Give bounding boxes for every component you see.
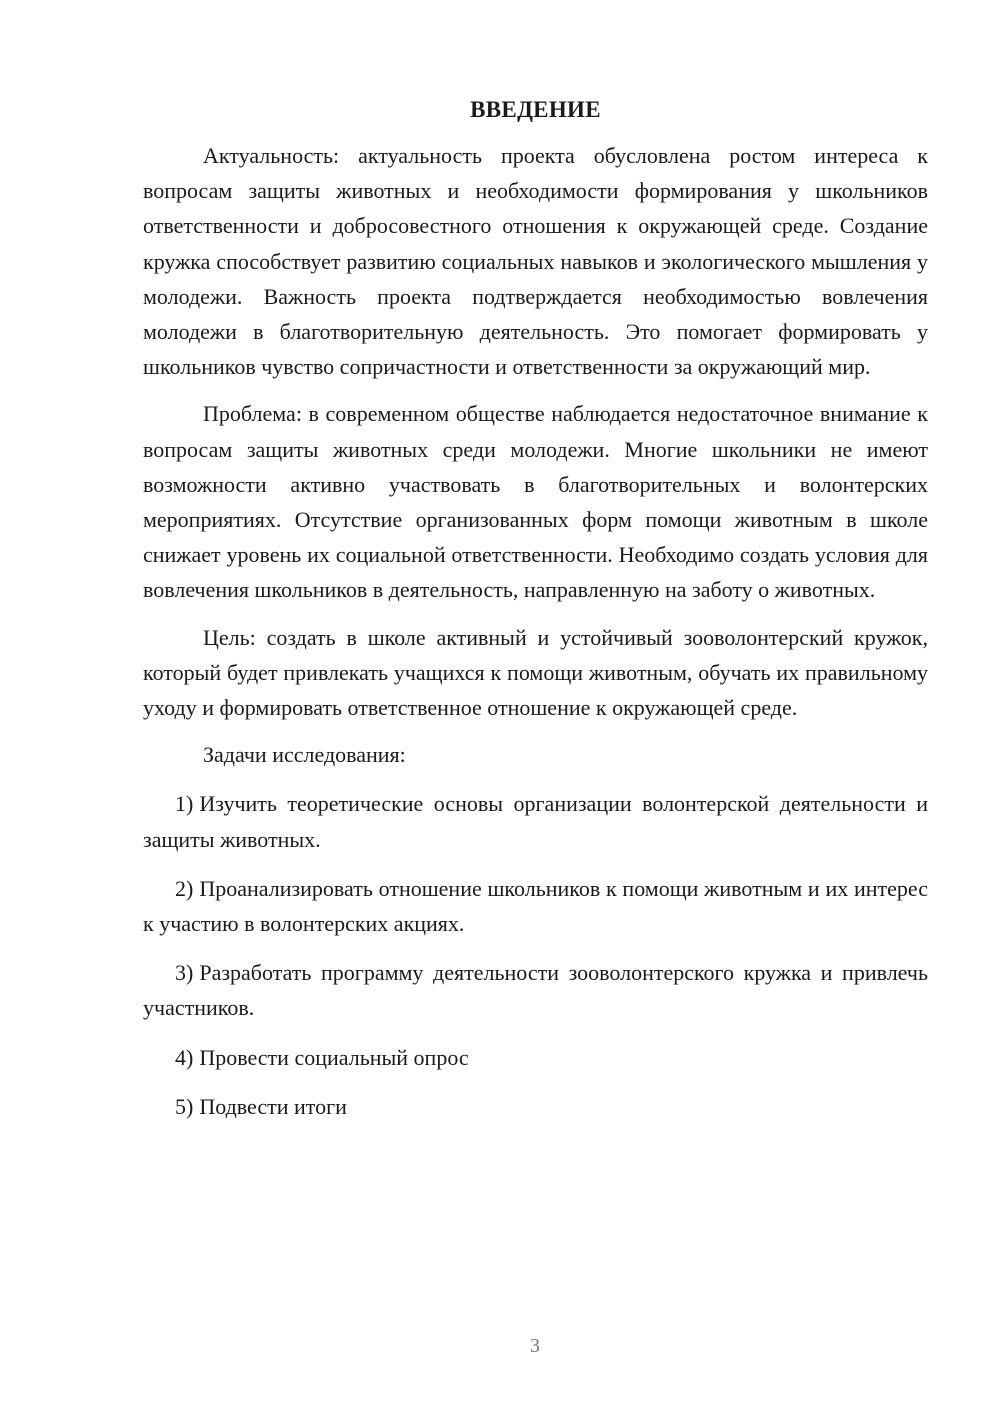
task-text: Изучить теоретические основы организации волонтерской деятельности и защиты животных.: [143, 791, 928, 852]
task-number: 5): [175, 1093, 194, 1119]
task-text: Провести социальный опрос: [199, 1044, 469, 1070]
task-number: 1): [175, 791, 194, 817]
task-item: [143, 871, 928, 941]
task-item: [143, 955, 928, 1025]
task-item: [143, 1040, 928, 1075]
task-number: 3): [175, 960, 194, 986]
problem-paragraph: Проблема: в современном обществе наблюдается недостаточное внимание к вопросам защиты животных среди молодежи. Многие школьники не имеют возможности активно участвовать в благотворительных и волонтерских мероприятиях. Отсутствие организованных форм помощи животным в школе снижает уровень их социальной ответственности. Необходимо создать условия для вовлечения школьников в деятельность, направленную на заботу о животных.: [143, 401, 928, 603]
goal-paragraph: Цель: создать в школе активный и устойчивый зооволонтерский кружок, который будет привлекать учащихся к помощи животным, обучать их правильному уходу и формировать ответственное отношение к окружающей среде.: [143, 624, 928, 721]
task-item: [143, 1089, 928, 1124]
task-number: 2): [175, 875, 194, 901]
relevance-paragraph: Актуальность: актуальность проекта обусловлена ростом интереса к вопросам защиты животных и необходимости формирования у школьников ответственности и добросовестного отношения к окружающей среде. Создание кружка способствует развитию социальных навыков и экологического мышления у молодежи. Важность проекта подтверждается необходимостью вовлечения молодежи в благотворительную деятельность. Это помогает формировать у школьников чувство сопричастности и ответственности за окружающий мир.: [143, 143, 928, 380]
page-number: 3: [530, 1335, 540, 1357]
section-title: ВВЕДЕНИЕ: [470, 97, 601, 122]
task-text: Проанализировать отношение школьников к помощи животным и их интерес к участию в волонтерских акциях.: [143, 875, 928, 937]
document-page: [143, 90, 928, 1138]
task-item: [143, 786, 928, 856]
task-text: Разработать программу деятельности зооволонтерского кружка и привлечь участников.: [143, 960, 928, 1021]
tasks-title: Задачи исследования:: [203, 742, 406, 768]
task-number: 4): [175, 1044, 194, 1070]
task-text: Подвести итоги: [199, 1093, 347, 1119]
